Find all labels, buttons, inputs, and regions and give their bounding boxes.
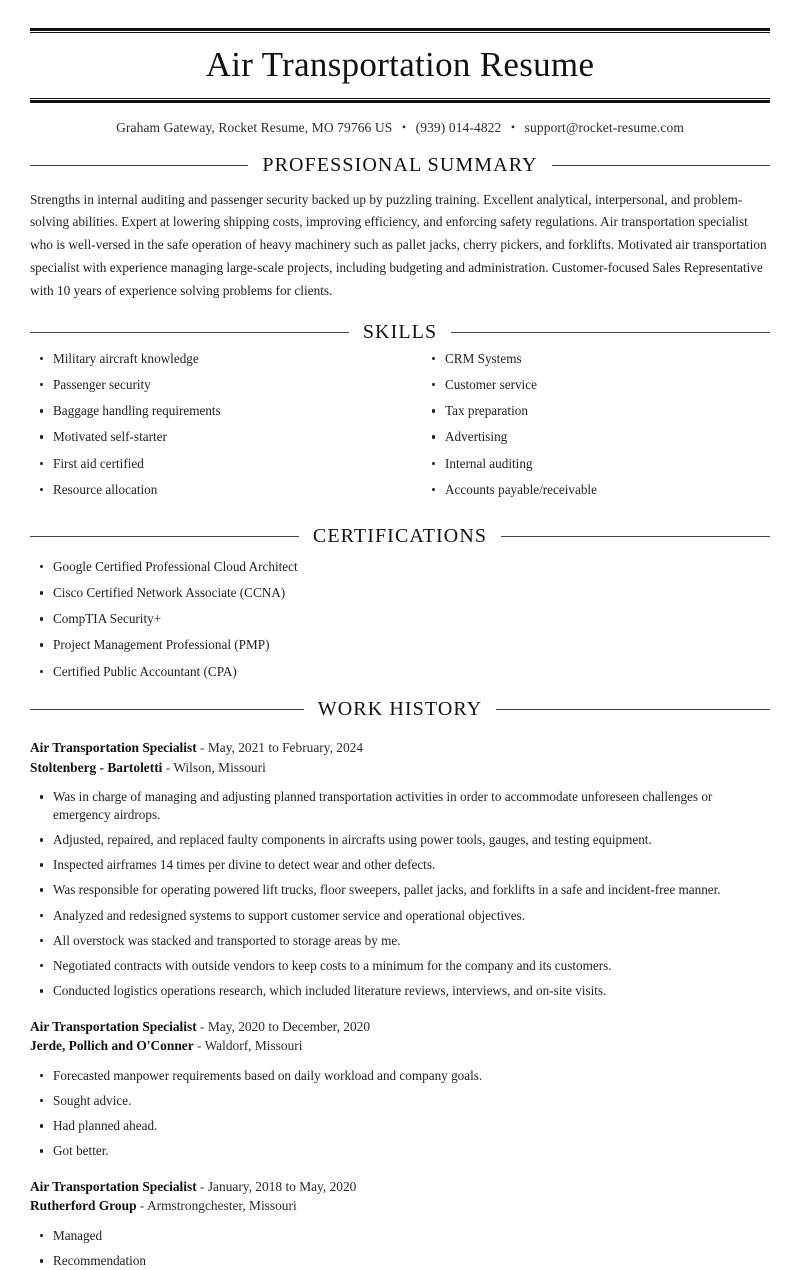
job-location: Waldorf, Missouri [204, 1038, 303, 1054]
skills-list-left [30, 350, 400, 499]
list-item: Advertising [422, 428, 770, 446]
list-item: Tax preparation [422, 402, 770, 420]
job-dash: - [200, 1018, 205, 1034]
job-location: Wilson, Missouri [173, 759, 266, 775]
list-item: Internal auditing [422, 455, 770, 473]
contact-email: support@rocket-resume.com [524, 119, 684, 135]
skills-columns [30, 350, 770, 507]
contact-line [30, 120, 770, 136]
header-top-rule [30, 28, 770, 33]
list-item: Resource allocation [30, 481, 400, 499]
section-title-work-history: WORK HISTORY [317, 698, 483, 721]
job-title-line [30, 1017, 770, 1036]
certifications-list [30, 558, 770, 680]
skills-column-left [30, 350, 400, 507]
job-dates: January, 2018 to May, 2020 [207, 1179, 357, 1195]
section-rule-right [496, 709, 770, 710]
work-history-entry [30, 1017, 770, 1160]
job-title: Air Transportation Specialist [30, 740, 197, 756]
list-item: Got better. [30, 1142, 770, 1160]
job-dash: - [197, 1038, 202, 1054]
job-bullets [30, 1067, 770, 1160]
job-dates: May, 2021 to February, 2024 [207, 740, 364, 756]
list-item: Baggage handling requirements [30, 402, 400, 420]
section-header-work-history [30, 698, 770, 721]
section-rule-left [30, 709, 304, 710]
section-rule-left [30, 165, 248, 166]
list-item: Conducted logistics operations research, which included literature reviews, interviews, and on-site visits. [30, 982, 770, 1000]
job-dash: - [200, 1179, 205, 1195]
skills-list-right [422, 350, 770, 499]
job-title: Air Transportation Specialist [30, 1179, 197, 1195]
contact-separator-2: • [510, 119, 516, 134]
list-item: Motivated self-starter [30, 428, 400, 446]
work-history-entry [30, 1177, 770, 1270]
list-item: First aid certified [30, 455, 400, 473]
list-item: All overstock was stacked and transported to storage areas by me. [30, 932, 770, 950]
job-company-line [30, 1196, 770, 1215]
job-company-line [30, 758, 770, 777]
section-rule-left [30, 536, 299, 537]
resume-page [0, 28, 800, 1269]
section-rule-right [552, 165, 770, 166]
section-header-skills [30, 321, 770, 344]
list-item: Sought advice. [30, 1092, 770, 1110]
list-item: Managed [30, 1227, 770, 1245]
list-item: Had planned ahead. [30, 1117, 770, 1135]
summary-text: Strengths in internal auditing and passenger security backed up by puzzling training. Excellent analytical, interpersonal, and problem-solving abilities. Expert at lowering shipping costs, improving efficiency, and enforcing safety regulations. Air transportation specialist who is well-versed in the safe operation of heavy machinery such as pallet jacks, cherry pickers, and forklifts. Motivated air transportation specialist with experience managing large-scale projects, including budgeting and administration. Customer-focused Sales Representative with 10 years of experience solving problems for clients. [30, 191, 767, 298]
list-item: Customer service [422, 376, 770, 394]
section-rule-right [501, 536, 770, 537]
job-title-line [30, 1177, 770, 1196]
list-item: Analyzed and redesigned systems to support customer service and operational objectives. [30, 907, 770, 925]
job-dash: - [165, 759, 171, 775]
section-title-summary: PROFESSIONAL SUMMARY [262, 153, 538, 176]
section-title-certifications: CERTIFICATIONS [312, 524, 488, 547]
job-company: Rutherford Group [30, 1198, 137, 1214]
job-bullets [30, 1227, 770, 1270]
section-header-certifications [30, 525, 770, 548]
section-rule-right [451, 332, 770, 333]
job-company-line [30, 1036, 770, 1055]
list-item: Adjusted, repaired, and replaced faulty components in aircrafts using power tools, gauges, and testing equipment. [30, 831, 770, 849]
list-item: Google Certified Professional Cloud Architect [30, 558, 770, 576]
list-item: CompTIA Security+ [30, 610, 770, 628]
contact-address: Graham Gateway, Rocket Resume, MO 79766 US [116, 119, 393, 135]
skills-column-right [400, 350, 770, 507]
job-title-line [30, 738, 770, 757]
contact-phone: (939) 014-4822 [415, 119, 502, 135]
list-item: Forecasted manpower requirements based on daily workload and company goals. [30, 1067, 770, 1085]
job-dash: - [139, 1198, 145, 1214]
header-bottom-rule [30, 98, 770, 103]
list-item: Accounts payable/receivable [422, 481, 770, 499]
section-header-summary [30, 154, 770, 177]
list-item: Inspected airframes 14 times per divine to detect wear and other defects. [30, 856, 770, 874]
job-company: Stoltenberg - Bartoletti [30, 759, 163, 775]
section-title-skills: SKILLS [362, 320, 438, 343]
job-company: Jerde, Pollich and O'Conner [30, 1038, 194, 1054]
job-location: Armstrongchester, Missouri [146, 1198, 297, 1214]
section-rule-left [30, 332, 349, 333]
page-title: Air Transportation Resume [205, 45, 595, 84]
list-item: Recommendation [30, 1252, 770, 1270]
list-item: Was responsible for operating powered lift trucks, floor sweepers, pallet jacks, and forklifts in a safe and incident-free manner. [30, 881, 770, 899]
job-dash: - [200, 740, 205, 756]
job-bullets [30, 788, 770, 1000]
list-item: Cisco Certified Network Associate (CCNA) [30, 584, 770, 602]
list-item: Was in charge of managing and adjusting planned transportation activities in order to accommodate unforeseen challenges or emergency airdrops. [30, 788, 770, 823]
job-dates: May, 2020 to December, 2020 [207, 1018, 371, 1034]
work-history-entry [30, 738, 770, 1000]
list-item: Passenger security [30, 376, 400, 394]
list-item: CRM Systems [422, 350, 770, 368]
list-item: Project Management Professional (PMP) [30, 636, 770, 654]
list-item: Negotiated contracts with outside vendors to keep costs to a minimum for the company and its customers. [30, 957, 770, 975]
list-item: Military aircraft knowledge [30, 350, 400, 368]
contact-separator-1: • [401, 119, 407, 134]
job-title: Air Transportation Specialist [30, 1018, 197, 1034]
list-item: Certified Public Accountant (CPA) [30, 663, 770, 681]
